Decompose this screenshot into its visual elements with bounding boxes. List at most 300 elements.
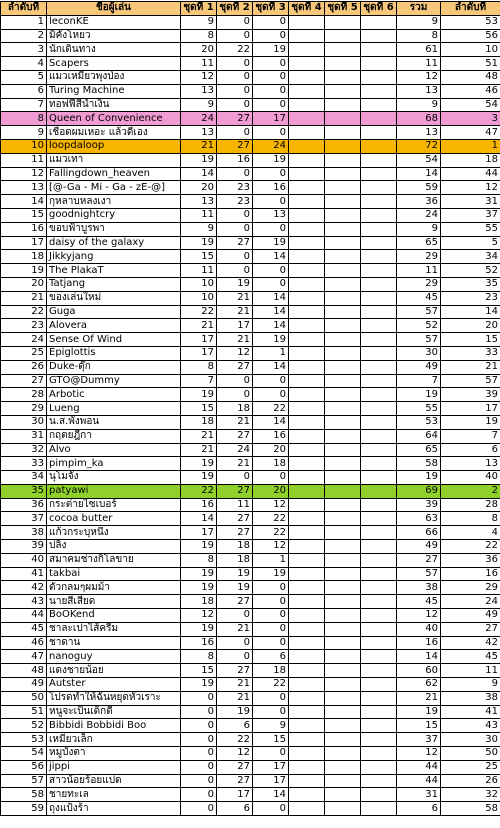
cell-no: 31 [1, 429, 47, 443]
table-row [1, 264, 500, 278]
cell-set2: 21 [217, 457, 253, 471]
table-row [1, 609, 500, 623]
cell-set1: 13 [181, 195, 217, 209]
cell-set3: 0 [253, 636, 289, 650]
cell-rank: 43 [441, 719, 500, 733]
cell-set4 [289, 167, 325, 181]
cell-set6 [361, 457, 397, 471]
cell-set4 [289, 540, 325, 554]
cell-set5 [325, 374, 361, 388]
table-row [1, 526, 500, 540]
cell-set6 [361, 236, 397, 250]
table-row [1, 429, 500, 443]
cell-set4 [289, 388, 325, 402]
cell-total: 53 [397, 415, 441, 429]
cell-set1: 19 [181, 388, 217, 402]
cell-rank: 31 [441, 195, 500, 209]
cell-total: 57 [397, 567, 441, 581]
cell-no: 16 [1, 222, 47, 236]
table-row [1, 70, 500, 84]
cell-set1: 19 [181, 622, 217, 636]
cell-set5 [325, 153, 361, 167]
cell-set6 [361, 181, 397, 195]
cell-set2: 27 [217, 774, 253, 788]
cell-set4 [289, 788, 325, 802]
cell-set6 [361, 112, 397, 126]
cell-player-name: สมาคมช่างกิโลขาย [47, 553, 181, 567]
cell-rank: 9 [441, 678, 500, 692]
cell-player-name: นายสีเสียด [47, 595, 181, 609]
cell-set6 [361, 581, 397, 595]
cell-no: 9 [1, 126, 47, 140]
cell-set2: 0 [217, 264, 253, 278]
cell-set2: 0 [217, 250, 253, 264]
cell-set2: 19 [217, 705, 253, 719]
cell-total: 57 [397, 333, 441, 347]
cell-player-name: น.ส.พังพอน [47, 415, 181, 429]
cell-player-name: ขอบฟ้าบูรพา [47, 222, 181, 236]
cell-total: 11 [397, 57, 441, 71]
cell-player-name: nanoguy [47, 650, 181, 664]
cell-set2: 21 [217, 691, 253, 705]
cell-set5 [325, 526, 361, 540]
cell-set1: 0 [181, 747, 217, 761]
cell-no: 47 [1, 650, 47, 664]
cell-rank: 40 [441, 471, 500, 485]
cell-player-name: Bibbidi Bobbidi Boo [47, 719, 181, 733]
cell-set2: 0 [217, 126, 253, 140]
cell-player-name: jippi [47, 760, 181, 774]
cell-set1: 18 [181, 415, 217, 429]
cell-set6 [361, 208, 397, 222]
header-row [1, 2, 500, 16]
cell-set3: 0 [253, 581, 289, 595]
cell-player-name: Tatjang [47, 277, 181, 291]
cell-set4 [289, 305, 325, 319]
cell-rank: 13 [441, 457, 500, 471]
cell-no: 22 [1, 305, 47, 319]
cell-set3: 13 [253, 208, 289, 222]
table-row [1, 650, 500, 664]
cell-set2: 27 [217, 484, 253, 498]
cell-set3: 19 [253, 43, 289, 57]
table-row [1, 139, 500, 153]
cell-set4 [289, 291, 325, 305]
cell-rank: 26 [441, 774, 500, 788]
cell-rank: 48 [441, 70, 500, 84]
cell-total: 61 [397, 43, 441, 57]
cell-player-name: ชายทะเล [47, 788, 181, 802]
cell-no: 11 [1, 153, 47, 167]
cell-set1: 21 [181, 319, 217, 333]
cell-set3: 14 [253, 291, 289, 305]
cell-total: 49 [397, 540, 441, 554]
cell-set5 [325, 291, 361, 305]
cell-set1: 21 [181, 429, 217, 443]
cell-set6 [361, 126, 397, 140]
table-row [1, 167, 500, 181]
cell-player-name: ตัวกลมๆผมม้า [47, 581, 181, 595]
cell-set6 [361, 733, 397, 747]
cell-set5 [325, 636, 361, 650]
cell-no: 25 [1, 346, 47, 360]
cell-no: 43 [1, 595, 47, 609]
cell-set1: 8 [181, 360, 217, 374]
cell-set1: 0 [181, 774, 217, 788]
cell-total: 9 [397, 222, 441, 236]
cell-set4 [289, 29, 325, 43]
cell-total: 39 [397, 498, 441, 512]
cell-set5 [325, 346, 361, 360]
cell-set3: 0 [253, 84, 289, 98]
cell-set2: 0 [217, 29, 253, 43]
cell-set5 [325, 733, 361, 747]
cell-set2: 11 [217, 498, 253, 512]
cell-set2: 0 [217, 84, 253, 98]
cell-set5 [325, 678, 361, 692]
cell-rank: 27 [441, 622, 500, 636]
cell-total: 7 [397, 374, 441, 388]
table-row [1, 388, 500, 402]
cell-set6 [361, 719, 397, 733]
cell-no: 15 [1, 208, 47, 222]
cell-rank: 41 [441, 705, 500, 719]
cell-rank: 2 [441, 484, 500, 498]
table-row [1, 208, 500, 222]
cell-set4 [289, 236, 325, 250]
cell-no: 7 [1, 98, 47, 112]
cell-set6 [361, 70, 397, 84]
cell-no: 38 [1, 526, 47, 540]
cell-set5 [325, 181, 361, 195]
cell-set5 [325, 29, 361, 43]
cell-set6 [361, 678, 397, 692]
table-row [1, 126, 500, 140]
cell-set3: 19 [253, 567, 289, 581]
cell-player-name: นักเดินทาง [47, 43, 181, 57]
cell-set4 [289, 802, 325, 816]
cell-set4 [289, 443, 325, 457]
cell-set3: 0 [253, 691, 289, 705]
table-row [1, 250, 500, 264]
cell-set5 [325, 429, 361, 443]
cell-set6 [361, 277, 397, 291]
cell-rank: 42 [441, 636, 500, 650]
cell-player-name: [@-Ga - Mi - Ga - zE-@] [47, 181, 181, 195]
cell-set1: 9 [181, 15, 217, 29]
cell-set6 [361, 691, 397, 705]
cell-set3: 20 [253, 443, 289, 457]
table-row [1, 84, 500, 98]
cell-set6 [361, 664, 397, 678]
table-row [1, 443, 500, 457]
table-row [1, 760, 500, 774]
cell-no: 48 [1, 664, 47, 678]
cell-set1: 0 [181, 802, 217, 816]
cell-set4 [289, 719, 325, 733]
cell-set1: 15 [181, 250, 217, 264]
cell-total: 68 [397, 112, 441, 126]
cell-rank: 54 [441, 98, 500, 112]
cell-rank: 34 [441, 250, 500, 264]
cell-no: 41 [1, 567, 47, 581]
cell-set1: 24 [181, 112, 217, 126]
cell-set5 [325, 43, 361, 57]
cell-set1: 14 [181, 512, 217, 526]
cell-set1: 11 [181, 208, 217, 222]
cell-set4 [289, 112, 325, 126]
cell-set2: 21 [217, 291, 253, 305]
cell-set1: 8 [181, 650, 217, 664]
cell-set4 [289, 512, 325, 526]
cell-set5 [325, 457, 361, 471]
cell-set5 [325, 319, 361, 333]
cell-set1: 17 [181, 526, 217, 540]
cell-rank: 22 [441, 540, 500, 554]
score-table [0, 1, 500, 816]
cell-total: 60 [397, 664, 441, 678]
cell-set2: 27 [217, 512, 253, 526]
cell-no: 28 [1, 388, 47, 402]
cell-player-name: กุหลาบหลงเงา [47, 195, 181, 209]
cell-no: 14 [1, 195, 47, 209]
cell-set3: 22 [253, 402, 289, 416]
cell-player-name: แดงชายน้อย [47, 664, 181, 678]
table-row [1, 98, 500, 112]
cell-set6 [361, 15, 397, 29]
table-row [1, 774, 500, 788]
cell-total: 12 [397, 70, 441, 84]
cell-set6 [361, 636, 397, 650]
header-cell-set1: ชุดที่ 1 [181, 2, 217, 16]
cell-set4 [289, 705, 325, 719]
cell-set3: 14 [253, 415, 289, 429]
cell-total: 40 [397, 622, 441, 636]
cell-player-name: มิคังโหยว [47, 29, 181, 43]
header-cell-no: ลำดับที่ [1, 2, 47, 16]
cell-set4 [289, 57, 325, 71]
cell-set3: 19 [253, 333, 289, 347]
cell-no: 34 [1, 471, 47, 485]
cell-set5 [325, 719, 361, 733]
cell-set6 [361, 222, 397, 236]
cell-total: 19 [397, 471, 441, 485]
cell-rank: 49 [441, 609, 500, 623]
cell-total: 30 [397, 346, 441, 360]
table-row [1, 747, 500, 761]
table-row [1, 43, 500, 57]
cell-rank: 20 [441, 319, 500, 333]
cell-total: 45 [397, 595, 441, 609]
cell-set5 [325, 415, 361, 429]
cell-total: 13 [397, 126, 441, 140]
cell-total: 66 [397, 526, 441, 540]
cell-no: 24 [1, 333, 47, 347]
cell-total: 15 [397, 719, 441, 733]
cell-set2: 24 [217, 443, 253, 457]
table-row [1, 705, 500, 719]
cell-set2: 16 [217, 153, 253, 167]
cell-set3: 14 [253, 360, 289, 374]
cell-set2: 22 [217, 733, 253, 747]
cell-player-name: The PlakaT [47, 264, 181, 278]
cell-set2: 23 [217, 195, 253, 209]
cell-set2: 0 [217, 208, 253, 222]
table-row [1, 788, 500, 802]
cell-set6 [361, 595, 397, 609]
table-row [1, 222, 500, 236]
cell-set2: 12 [217, 346, 253, 360]
cell-set6 [361, 374, 397, 388]
cell-set1: 14 [181, 167, 217, 181]
table-row [1, 415, 500, 429]
cell-no: 44 [1, 609, 47, 623]
cell-set6 [361, 29, 397, 43]
cell-set3: 0 [253, 222, 289, 236]
cell-set1: 9 [181, 98, 217, 112]
cell-set6 [361, 360, 397, 374]
cell-set1: 13 [181, 84, 217, 98]
cell-set5 [325, 277, 361, 291]
cell-set3: 14 [253, 319, 289, 333]
cell-set6 [361, 57, 397, 71]
cell-set1: 11 [181, 57, 217, 71]
cell-set4 [289, 264, 325, 278]
table-row [1, 319, 500, 333]
cell-set6 [361, 760, 397, 774]
cell-rank: 7 [441, 429, 500, 443]
cell-set1: 18 [181, 595, 217, 609]
cell-no: 59 [1, 802, 47, 816]
cell-no: 40 [1, 553, 47, 567]
cell-total: 64 [397, 429, 441, 443]
cell-rank: 29 [441, 581, 500, 595]
cell-player-name: กฤตยฎีกา [47, 429, 181, 443]
header-cell-rank: ลำดับที่ [441, 2, 500, 16]
header-cell-player: ชื่อผู้เล่น [47, 2, 181, 16]
cell-set2: 0 [217, 471, 253, 485]
cell-rank: 4 [441, 526, 500, 540]
cell-set3: 12 [253, 540, 289, 554]
cell-set2: 6 [217, 719, 253, 733]
table-row [1, 333, 500, 347]
cell-set3: 24 [253, 139, 289, 153]
cell-set1: 9 [181, 222, 217, 236]
cell-player-name: Epiglottis [47, 346, 181, 360]
cell-set2: 21 [217, 415, 253, 429]
table-row [1, 374, 500, 388]
cell-set3: 17 [253, 112, 289, 126]
cell-set4 [289, 181, 325, 195]
cell-no: 2 [1, 29, 47, 43]
cell-player-name: Turing Machine [47, 84, 181, 98]
cell-set5 [325, 126, 361, 140]
cell-rank: 15 [441, 333, 500, 347]
cell-rank: 24 [441, 595, 500, 609]
cell-set2: 0 [217, 222, 253, 236]
cell-no: 35 [1, 484, 47, 498]
cell-total: 44 [397, 760, 441, 774]
cell-set3: 0 [253, 29, 289, 43]
cell-set6 [361, 650, 397, 664]
header-cell-total: รวม [397, 2, 441, 16]
cell-set1: 0 [181, 760, 217, 774]
cell-set6 [361, 195, 397, 209]
cell-rank: 8 [441, 512, 500, 526]
header-cell-set6: ชุดที่ 6 [361, 2, 397, 16]
cell-set6 [361, 443, 397, 457]
cell-set4 [289, 360, 325, 374]
cell-set1: 17 [181, 333, 217, 347]
cell-set1: 15 [181, 402, 217, 416]
cell-total: 11 [397, 264, 441, 278]
cell-set2: 6 [217, 802, 253, 816]
cell-rank: 58 [441, 802, 500, 816]
cell-set4 [289, 402, 325, 416]
cell-player-name: BoOKend [47, 609, 181, 623]
cell-set6 [361, 484, 397, 498]
cell-no: 36 [1, 498, 47, 512]
cell-set5 [325, 471, 361, 485]
cell-set4 [289, 567, 325, 581]
table-row [1, 57, 500, 71]
cell-set6 [361, 291, 397, 305]
cell-set5 [325, 57, 361, 71]
table-row [1, 678, 500, 692]
cell-rank: 21 [441, 360, 500, 374]
cell-no: 37 [1, 512, 47, 526]
cell-rank: 28 [441, 498, 500, 512]
cell-set6 [361, 402, 397, 416]
cell-set1: 16 [181, 498, 217, 512]
cell-set4 [289, 415, 325, 429]
cell-set1: 22 [181, 484, 217, 498]
cell-player-name: goodnightcry [47, 208, 181, 222]
cell-set6 [361, 774, 397, 788]
cell-set2: 0 [217, 388, 253, 402]
cell-set1: 0 [181, 691, 217, 705]
cell-set5 [325, 553, 361, 567]
cell-player-name: หมูบังตา [47, 747, 181, 761]
table-row [1, 236, 500, 250]
cell-no: 57 [1, 774, 47, 788]
cell-set5 [325, 622, 361, 636]
cell-rank: 36 [441, 553, 500, 567]
cell-set6 [361, 567, 397, 581]
cell-set4 [289, 609, 325, 623]
cell-total: 16 [397, 636, 441, 650]
cell-player-name: Arbotic [47, 388, 181, 402]
cell-set2: 27 [217, 139, 253, 153]
cell-rank: 23 [441, 291, 500, 305]
cell-total: 13 [397, 84, 441, 98]
cell-set4 [289, 333, 325, 347]
cell-no: 26 [1, 360, 47, 374]
cell-set5 [325, 567, 361, 581]
cell-rank: 1 [441, 139, 500, 153]
table-row [1, 595, 500, 609]
cell-set5 [325, 650, 361, 664]
cell-set5 [325, 595, 361, 609]
cell-set4 [289, 498, 325, 512]
cell-set3: 20 [253, 484, 289, 498]
cell-player-name: สาวน้อยร้อยแปด [47, 774, 181, 788]
cell-set1: 21 [181, 443, 217, 457]
cell-set5 [325, 691, 361, 705]
cell-total: 27 [397, 553, 441, 567]
cell-rank: 5 [441, 236, 500, 250]
cell-set1: 13 [181, 126, 217, 140]
